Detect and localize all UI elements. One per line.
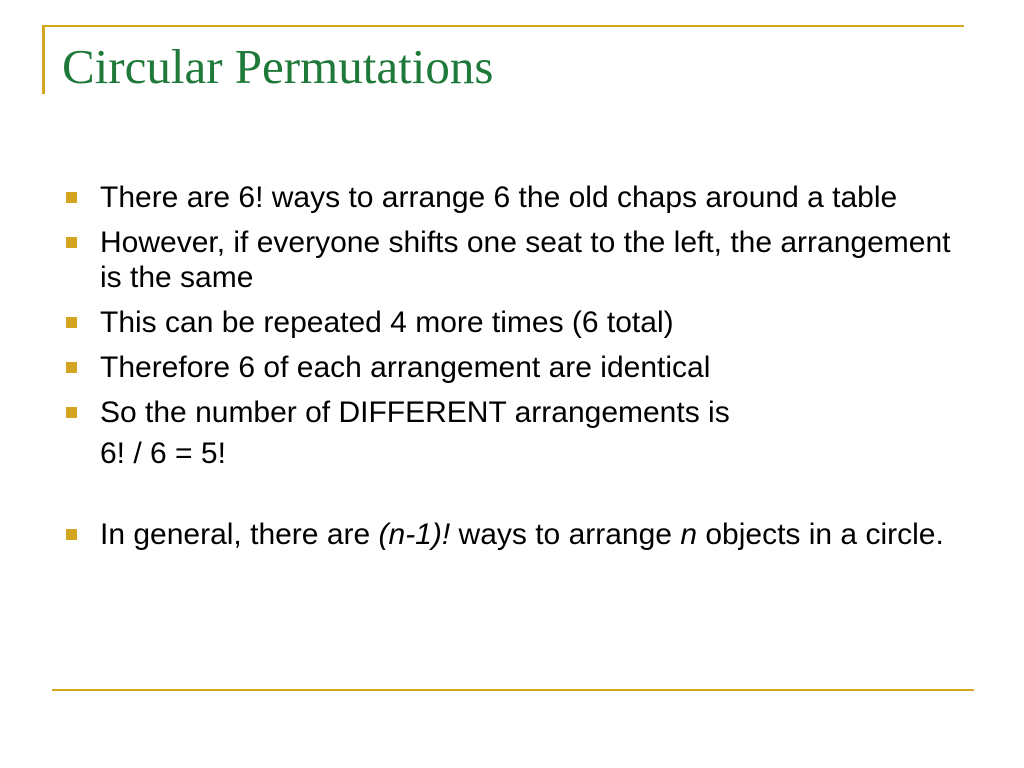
general-text-part3: objects in a circle. [697, 518, 944, 551]
footer-rule [52, 689, 974, 691]
bullet-text: However, if everyone shifts one seat to the left, the arrangement is the same [100, 226, 951, 294]
bullet-item-general [62, 517, 962, 552]
general-text-part2: ways to arrange [450, 518, 681, 551]
square-bullet-icon [66, 192, 77, 203]
bullet-text: There are 6! ways to arrange 6 the old chaps around a table [100, 181, 898, 214]
slide-title: Circular Permutations [62, 39, 494, 94]
bullet-text: Therefore 6 of each arrangement are identical [100, 351, 711, 384]
bullet-item [62, 395, 962, 471]
title-frame-top-rule [42, 25, 964, 27]
square-bullet-icon [66, 317, 77, 328]
equation-line: 6! / 6 = 5! [100, 437, 226, 470]
slide-body [62, 180, 962, 562]
bullet-item [62, 305, 962, 340]
spacer [62, 481, 962, 517]
general-variable: n [680, 518, 698, 551]
bullet-text: So the number of DIFFERENT arrangements is [100, 396, 730, 429]
square-bullet-icon [66, 529, 77, 540]
bullet-item [62, 180, 962, 215]
bullet-item [62, 225, 962, 295]
square-bullet-icon [66, 407, 77, 418]
bullet-item [62, 350, 962, 385]
square-bullet-icon [66, 362, 77, 373]
general-text-part1: In general, there are [100, 518, 379, 551]
square-bullet-icon [66, 237, 77, 248]
title-frame-left-rule [42, 26, 45, 94]
bullet-text: This can be repeated 4 more times (6 total) [100, 306, 674, 339]
general-formula: (n-1)! [378, 518, 451, 551]
